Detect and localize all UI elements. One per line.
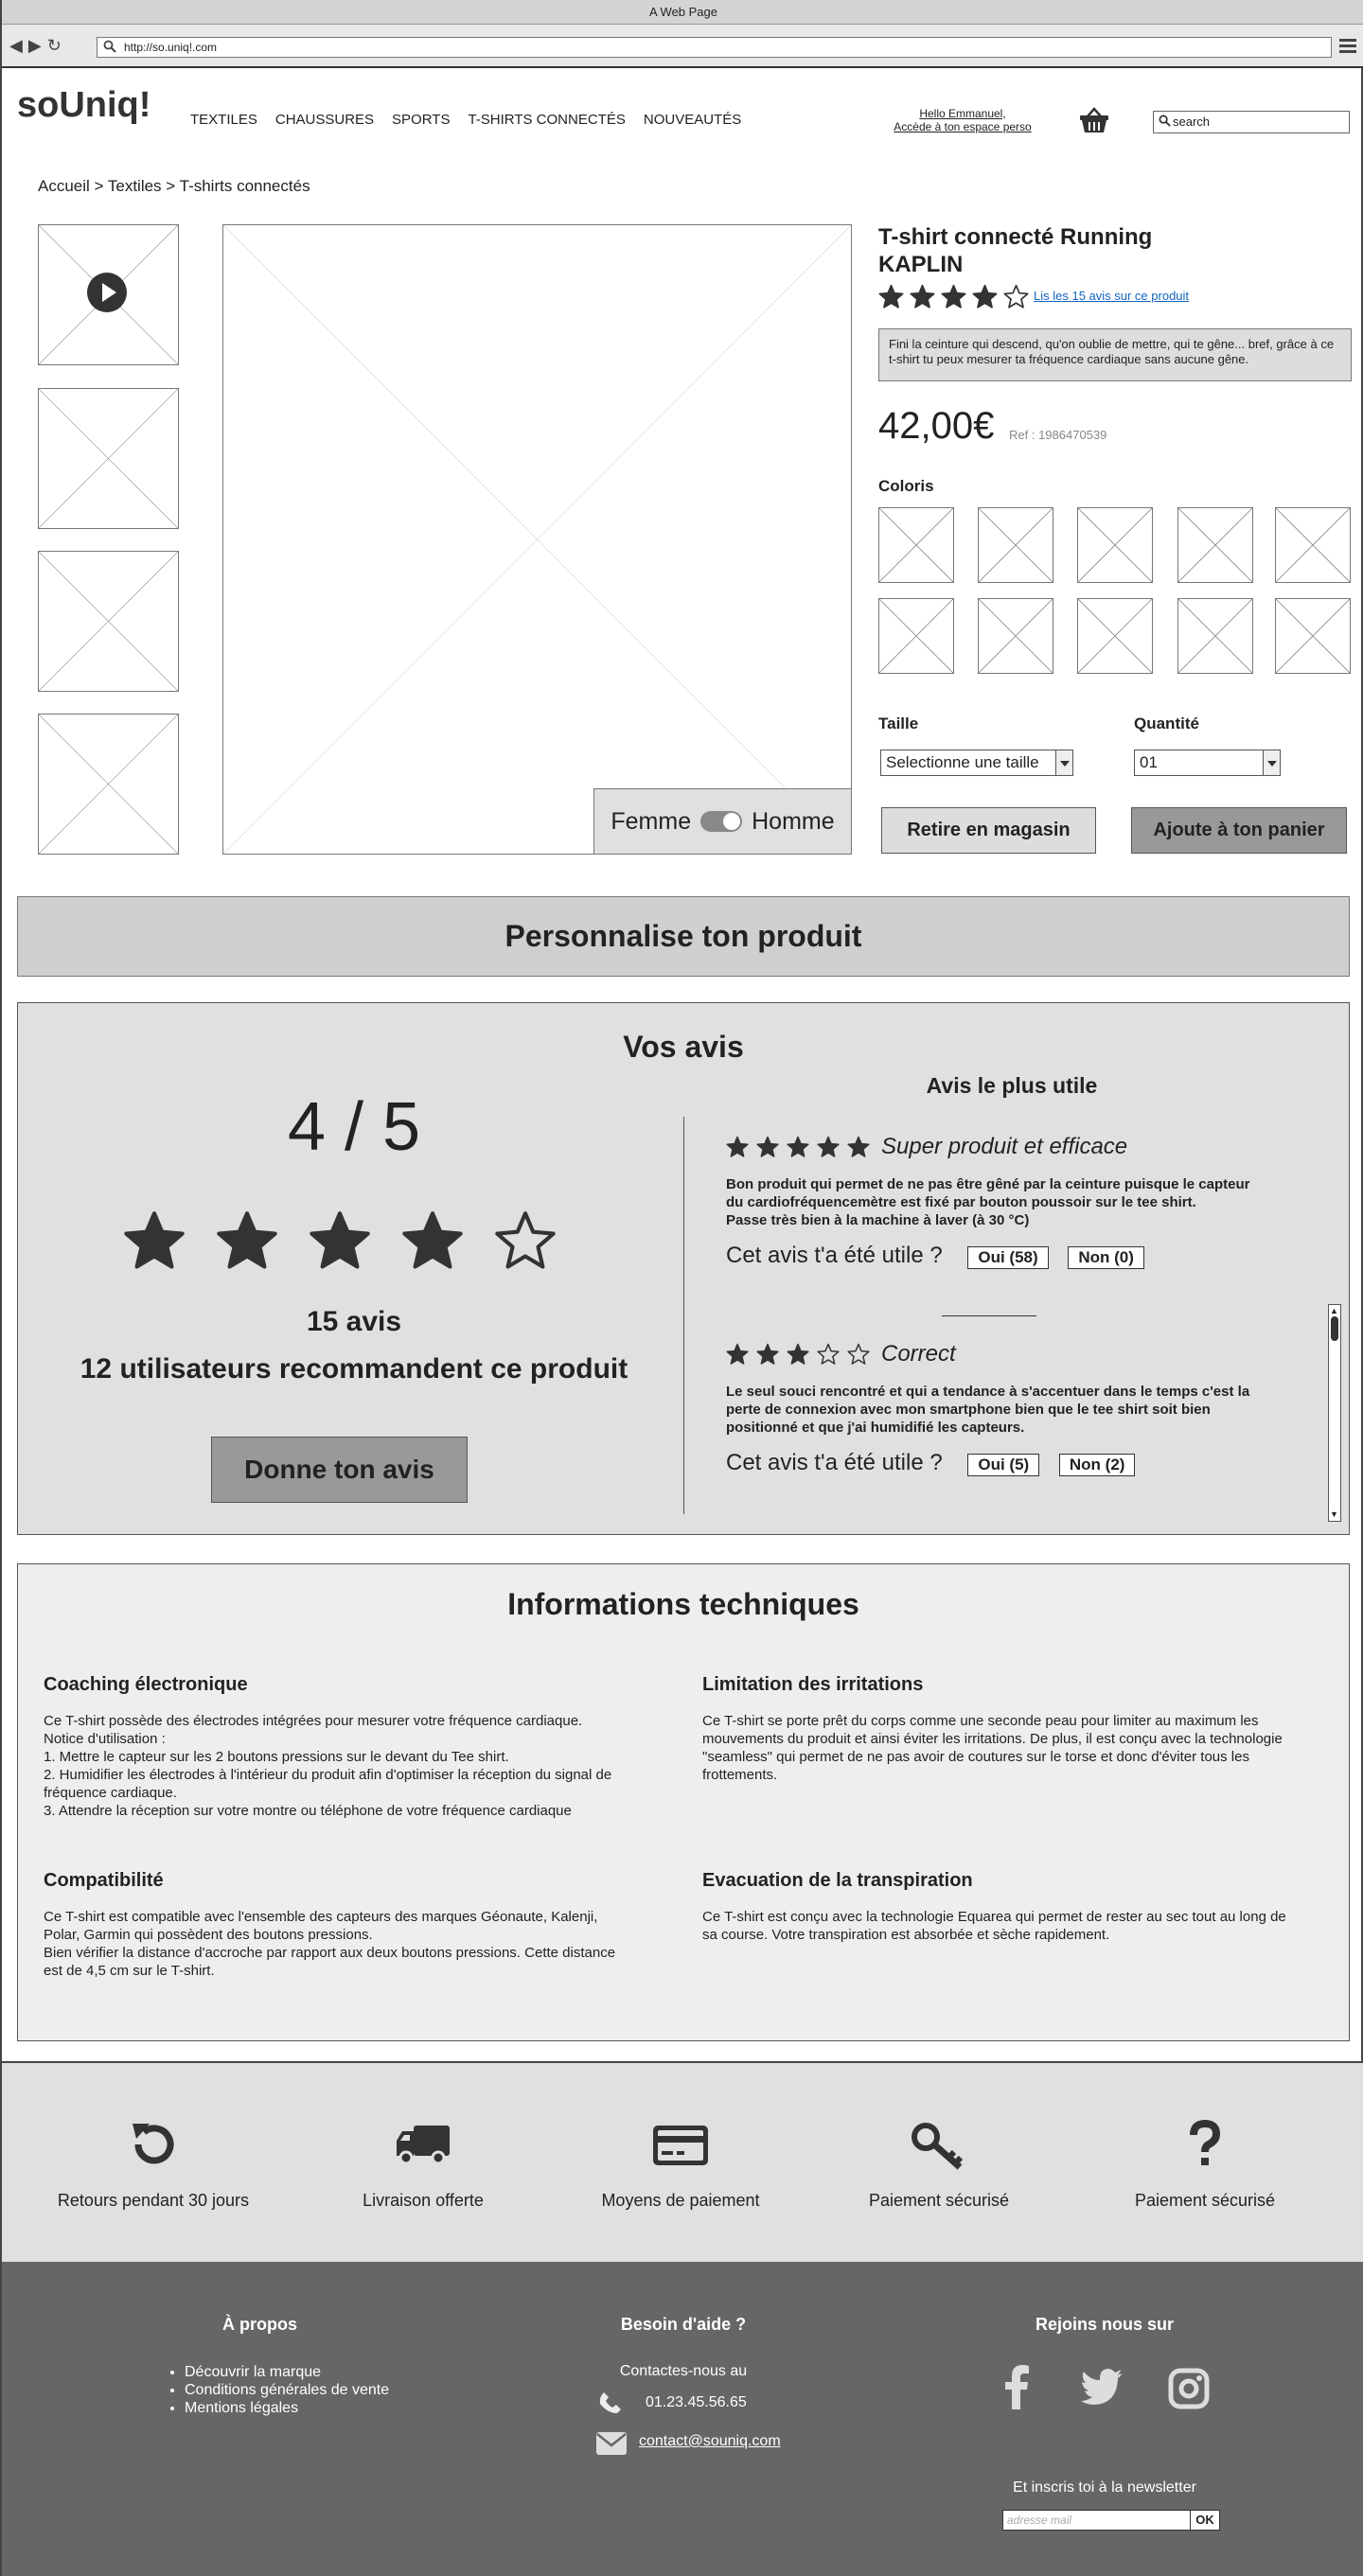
logo[interactable]: soUniq! (17, 85, 151, 125)
window-title: A Web Page (2, 0, 1363, 25)
color-swatch[interactable] (1077, 598, 1153, 674)
tech-block-text (702, 1908, 1336, 1944)
greeting: Hello Emmanuel, (919, 107, 1006, 120)
breadcrumb[interactable]: Accueil > Textiles > T-shirts connectés (38, 177, 310, 195)
star-empty-icon (494, 1209, 557, 1272)
helpful-yes-button[interactable]: Oui (5) (967, 1454, 1039, 1476)
average-score: 4 / 5 (287, 1089, 421, 1165)
tech-title: Informations techniques (507, 1587, 859, 1621)
size-value: Selectionne une taille (886, 753, 1039, 771)
review-text (726, 1383, 1322, 1437)
helpful-yes-button[interactable]: Oui (58) (967, 1246, 1048, 1269)
about-link-brand[interactable]: • Découvrir la marque (185, 2363, 389, 2381)
toggle-femme: Femme (611, 807, 692, 835)
reviews-divider (683, 1117, 684, 1514)
key-icon (909, 2116, 969, 2173)
quantity-value: 01 (1140, 753, 1158, 771)
give-review-button[interactable]: Donne ton avis (211, 1437, 468, 1503)
service-label: Moyens de paiement (601, 2191, 760, 2210)
star-filled-icon (817, 1136, 840, 1158)
color-swatch[interactable] (1077, 507, 1153, 583)
review-text-line: Passe très bien à la machine à laver (à 30 °C) (726, 1212, 1030, 1228)
nav-tshirts-connectes[interactable]: T-SHIRTS CONNECTÉS (468, 112, 626, 128)
price: 42,00€ (878, 405, 995, 447)
colors-label: Coloris (878, 477, 934, 495)
review-rating (726, 1136, 870, 1158)
tech-block-title: Evacuation de la transpiration (702, 1870, 973, 1891)
image-placeholder-icon (1276, 599, 1350, 673)
about-link-cgv[interactable]: • Conditions générales de vente (185, 2381, 389, 2399)
basket-icon[interactable] (1079, 106, 1109, 134)
toggle-homme: Homme (752, 807, 835, 835)
newsletter-text: Et inscris toi à la newsletter (1013, 2479, 1196, 2496)
helpful-question: Cet avis t'a été utile ? (726, 1243, 943, 1268)
star-filled-icon (787, 1136, 809, 1158)
tech-text-line: Ce T-shirt est compatible avec l'ensemble des capteurs des marques Géonaute, Kalenji, (44, 1909, 598, 1925)
account-space: Accède à ton espace perso (894, 120, 1032, 133)
tech-block-title: Compatibilité (44, 1870, 164, 1891)
image-placeholder-icon (1078, 508, 1152, 582)
quantity-label: Quantité (1134, 715, 1199, 732)
review-text-line: Bon produit qui permet de ne pas être gêné par la ceinture puisque le capteur (726, 1176, 1250, 1192)
nav-sports[interactable]: SPORTS (392, 112, 451, 128)
product-rating (878, 284, 1029, 309)
helpful-row (726, 1243, 1322, 1269)
thumbnail-2[interactable] (38, 388, 179, 529)
color-swatch[interactable] (978, 507, 1053, 583)
forward-icon[interactable]: ▶ (27, 36, 47, 55)
most-useful-title: Avis le plus utile (926, 1073, 1098, 1098)
star-filled-icon (847, 1136, 870, 1158)
tech-text-line: Notice d'utilisation : (44, 1731, 166, 1747)
review-rating (726, 1343, 870, 1366)
helpful-row (726, 1450, 1322, 1476)
star-empty-icon (817, 1343, 840, 1366)
review-text-line: perte de connexion avec mon smartphone bien que le tee shirt soit bien (726, 1402, 1211, 1418)
image-placeholder-icon (979, 599, 1053, 673)
tech-text-line: Ce T-shirt se porte prêt du corps comme une seconde peau pour limiter au maximum les (702, 1713, 1259, 1729)
product-title-line2: KAPLIN (878, 252, 964, 277)
scroll-up-icon[interactable]: ▲ (1330, 1306, 1338, 1315)
browser-toolbar (2, 25, 1363, 68)
nav-textiles[interactable]: TEXTILES (190, 112, 257, 128)
scrollbar-thumb[interactable] (1331, 1316, 1338, 1341)
star-empty-icon (1003, 284, 1029, 309)
image-placeholder-icon (879, 599, 953, 673)
size-select[interactable] (880, 750, 1073, 776)
tech-text-line: est de 4,5 cm sur le T-shirt. (44, 1963, 215, 1979)
review-title: Super produit et efficace (881, 1134, 1128, 1159)
color-swatch[interactable] (1177, 598, 1253, 674)
thumbnail-4[interactable] (38, 714, 179, 855)
color-swatch[interactable] (878, 507, 954, 583)
search-placeholder: search (1173, 115, 1211, 129)
star-filled-icon (726, 1343, 749, 1366)
address-bar[interactable] (97, 37, 1332, 58)
service-label: Paiement sécurisé (1134, 2191, 1276, 2210)
star-filled-icon (878, 284, 904, 309)
review-separator (942, 1315, 1036, 1316)
reload-icon[interactable]: ↻ (46, 36, 67, 55)
phone-icon (598, 2391, 623, 2415)
address-text: http://so.uniq!.com (124, 41, 218, 54)
star-filled-icon (787, 1343, 809, 1366)
helpful-no-button[interactable]: Non (0) (1068, 1246, 1144, 1269)
tech-text-line: 3. Attendre la réception sur votre montre ou téléphone de votre fréquence cardiaque (44, 1803, 572, 1819)
main-nav (190, 112, 759, 128)
image-placeholder-icon (1178, 599, 1252, 673)
email-link[interactable]: contact@souniq.com (639, 2433, 781, 2449)
product-title-line1: T-shirt connecté Running (878, 224, 1153, 250)
star-filled-icon (726, 1136, 749, 1158)
chevron-down-icon (1055, 750, 1072, 775)
tech-info-section (17, 1563, 1350, 2041)
star-filled-icon (972, 284, 998, 309)
tech-text-line: 1. Mettre le capteur sur les 2 boutons pressions sur le devant du Tee shirt. (44, 1749, 509, 1765)
tech-text-line: Bien vérifier la distance d'accroche par rapport aux deux boutons pressions. Cette distance (44, 1945, 616, 1961)
recommend-count: 12 utilisateurs recommandent ce produit (80, 1353, 628, 1385)
newsletter-email-input[interactable]: adresse mail (1002, 2510, 1192, 2531)
reviews-scrollbar[interactable] (1328, 1304, 1341, 1522)
star-empty-icon (847, 1343, 870, 1366)
mail-icon (595, 2431, 628, 2456)
help-title: Besoin d'aide ? (620, 2315, 747, 2334)
nav-chaussures[interactable]: CHAUSSURES (274, 112, 375, 128)
tech-text-line: Ce T-shirt possède des électrodes intégrées pour mesurer votre fréquence cardiaque. (44, 1713, 583, 1729)
color-swatch[interactable] (1275, 507, 1351, 583)
star-filled-icon (216, 1209, 278, 1272)
tech-block-title: Limitation des irritations (702, 1674, 924, 1695)
personalize-button[interactable]: Personnalise ton produit (17, 896, 1350, 977)
phone-number[interactable]: 01.23.45.56.65 (646, 2394, 747, 2410)
main-product-image (222, 224, 852, 855)
service-help (1091, 2116, 1319, 2211)
search-icon (1159, 115, 1171, 127)
tech-text-line: frottements. (702, 1767, 778, 1783)
star-filled-icon (756, 1136, 779, 1158)
service-returns (40, 2116, 267, 2211)
scroll-down-icon[interactable]: ▼ (1330, 1509, 1338, 1519)
product-ref: Ref : 1986470539 (1009, 428, 1107, 442)
star-filled-icon (401, 1209, 464, 1272)
tech-block-text (44, 1712, 668, 1820)
store-pickup-button[interactable]: Retire en magasin (881, 807, 1096, 854)
reviews-link[interactable]: Lis les 15 avis sur ce produit (1034, 289, 1190, 303)
tech-text-line: fréquence cardiaque. (44, 1785, 177, 1801)
play-icon[interactable] (87, 273, 127, 312)
helpful-no-button[interactable]: Non (2) (1059, 1454, 1136, 1476)
color-swatch[interactable] (1177, 507, 1253, 583)
color-swatch[interactable] (1275, 598, 1351, 674)
about-title: À propos (222, 2315, 297, 2334)
social-title: Rejoins nous sur (1035, 2315, 1175, 2334)
thumbnail-3[interactable] (38, 551, 179, 692)
image-placeholder-icon (39, 715, 178, 854)
image-placeholder-icon (979, 508, 1053, 582)
tech-text-line: Polar, Garmin qui possèdent des boutons pressions. (44, 1927, 373, 1943)
newsletter-ok-button[interactable]: OK (1190, 2510, 1220, 2531)
account-link[interactable] (882, 107, 1043, 133)
product-description: Fini la ceinture qui descend, qu'on oublie de mettre, qui te gêne... bref, grâce à ce t-shirt tu peux mesurer ta fréquence cardiaque sans aucune gêne. (878, 328, 1352, 381)
add-to-cart-button[interactable]: Ajoute à ton panier (1131, 807, 1347, 854)
image-placeholder-icon (39, 389, 178, 528)
star-filled-icon (941, 284, 966, 309)
back-icon[interactable]: ◀ (9, 36, 28, 55)
about-links (185, 2363, 389, 2417)
tech-block (44, 1674, 668, 1820)
service-secure-payment (825, 2116, 1053, 2211)
review-text-line: Le seul souci rencontré et qui a tendance à s'accentuer dans le temps c'est la (726, 1384, 1250, 1400)
thumbnail-video[interactable] (38, 224, 179, 365)
review-item (726, 1341, 1322, 1476)
color-swatch[interactable] (878, 598, 954, 674)
search-input[interactable] (1153, 111, 1350, 133)
tech-block (702, 1870, 1336, 1944)
twitter-icon[interactable] (1081, 2369, 1123, 2405)
review-text (726, 1175, 1322, 1229)
toggle-switch[interactable] (700, 811, 742, 832)
tech-block-text (702, 1712, 1336, 1784)
image-placeholder-icon (1078, 599, 1152, 673)
review-title: Correct (881, 1341, 956, 1367)
tech-block (702, 1674, 1336, 1784)
star-filled-icon (123, 1209, 186, 1272)
review-item (726, 1134, 1322, 1269)
quantity-select[interactable] (1134, 750, 1281, 776)
nav-nouveautes[interactable]: NOUVEAUTÉS (643, 112, 742, 128)
credit-card-icon (650, 2116, 711, 2173)
image-placeholder-icon (879, 508, 953, 582)
image-placeholder-icon (1178, 508, 1252, 582)
service-label: Retours pendant 30 jours (57, 2191, 250, 2210)
help-text: Contactes-nous au (619, 2363, 748, 2379)
size-label: Taille (878, 715, 919, 732)
image-placeholder-icon (1276, 508, 1350, 582)
helpful-question: Cet avis t'a été utile ? (726, 1450, 943, 1475)
search-icon (103, 40, 116, 53)
star-filled-icon (756, 1343, 779, 1366)
tech-text-line: 2. Humidifier les électrodes à l'intérieur du produit afin d'optimiser la réception du signal de (44, 1767, 612, 1783)
color-swatch[interactable] (978, 598, 1053, 674)
gender-toggle[interactable] (593, 788, 852, 855)
instagram-icon[interactable] (1168, 2368, 1210, 2409)
tech-text-line: "seamless" qui permet de ne pas avoir de coutures sur le torse et donc d'éviter tous les (702, 1749, 1249, 1765)
chevron-down-icon (1263, 750, 1280, 775)
tech-text-line: Ce T-shirt est conçu avec la technologie Equarea qui permet de rester au sec tout au long de (702, 1909, 1286, 1925)
hamburger-menu-icon[interactable] (1339, 39, 1356, 54)
review-text-line: du cardiofréquencemètre est fixé par bouton poussoir sur le tee shirt. (726, 1194, 1196, 1210)
image-placeholder-icon (39, 552, 178, 691)
question-icon (1177, 2116, 1233, 2173)
reviews-title: Vos avis (623, 1030, 744, 1064)
tech-block (44, 1870, 668, 1980)
product-title (878, 223, 1238, 278)
tech-text-line: mouvements du produit et ainsi éviter les irritations. De plus, il est conçu avec la technologie (702, 1731, 1283, 1747)
tech-block-title: Coaching électronique (44, 1674, 248, 1695)
reviews-count: 15 avis (306, 1306, 402, 1337)
about-link-legal[interactable]: • Mentions légales (185, 2399, 389, 2417)
tech-text-line: sa course. Votre transpiration est absorbée et sèche rapidement. (702, 1927, 1110, 1943)
service-label: Paiement sécurisé (868, 2191, 1010, 2210)
image-placeholder-icon (223, 225, 851, 854)
star-filled-icon (309, 1209, 371, 1272)
service-label: Livraison offerte (363, 2191, 484, 2210)
facebook-icon[interactable] (1002, 2364, 1031, 2409)
tech-block-text (44, 1908, 668, 1980)
average-rating (123, 1209, 557, 1272)
reviews-section (17, 1002, 1350, 1535)
service-payment-methods (567, 2116, 794, 2211)
return-icon (125, 2116, 182, 2173)
browser-nav (9, 36, 67, 56)
truck-icon (393, 2116, 453, 2173)
review-text-line: positionné et que j'ai humidifié les capteurs. (726, 1420, 1025, 1436)
service-delivery (310, 2116, 537, 2211)
star-filled-icon (910, 284, 935, 309)
